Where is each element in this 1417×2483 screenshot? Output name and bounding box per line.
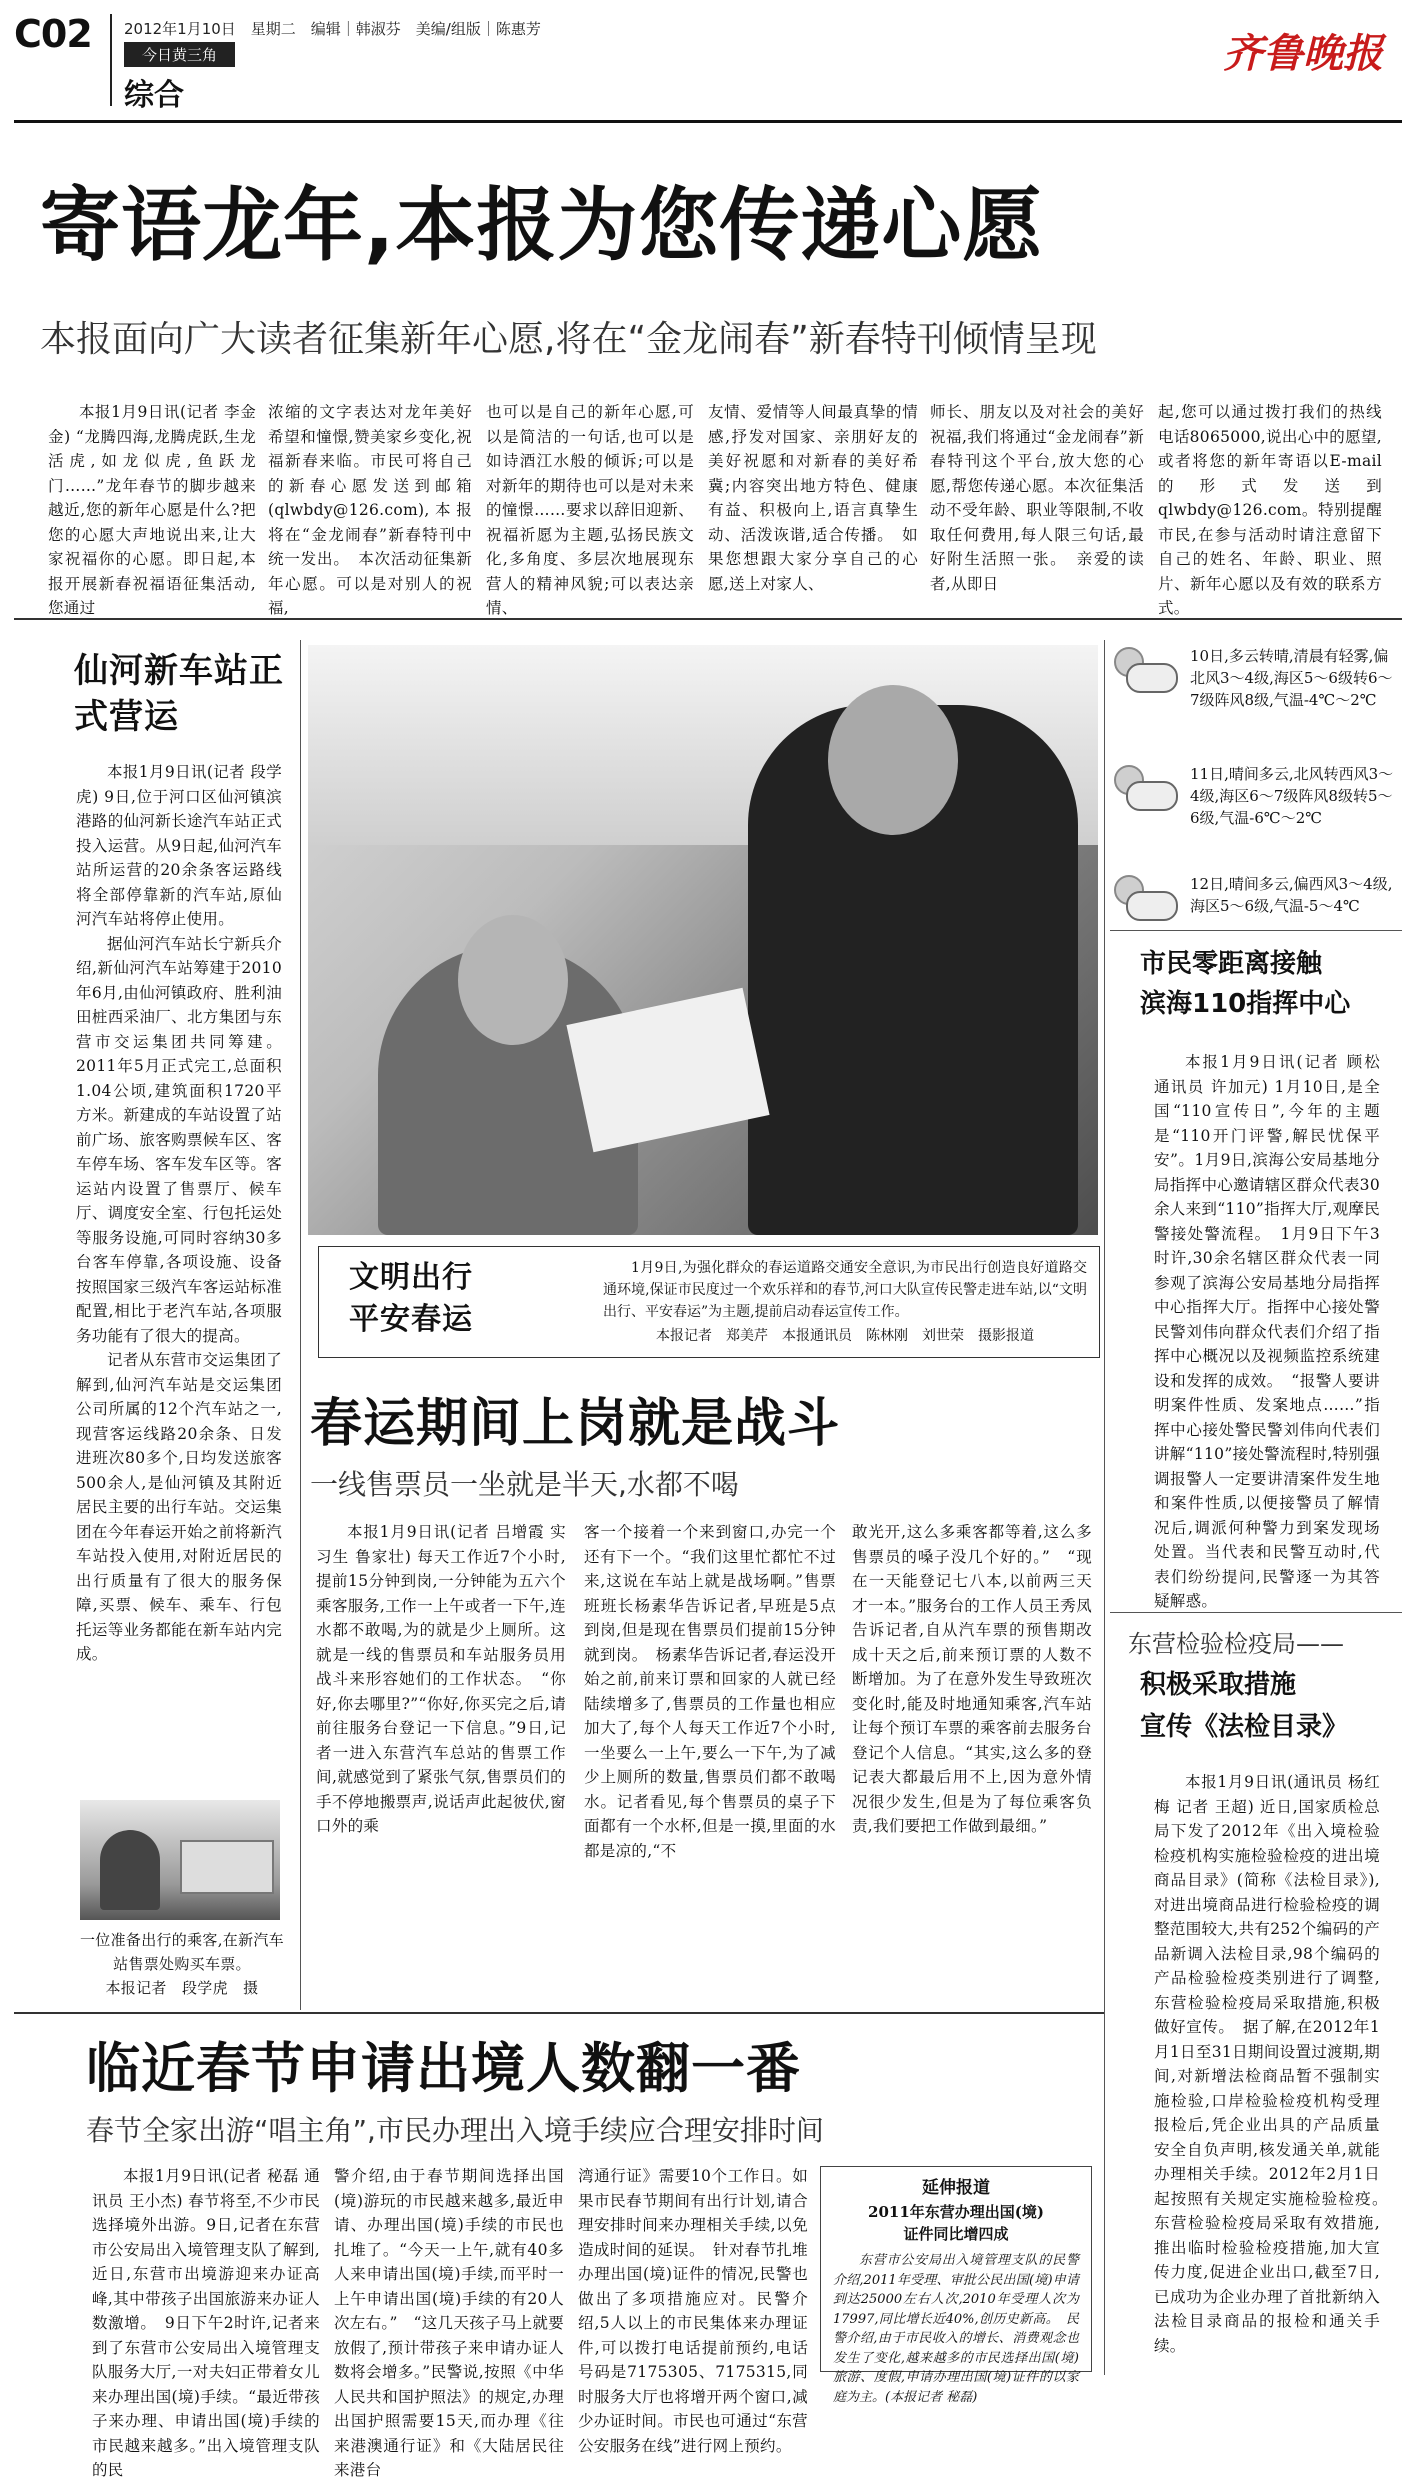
sidebar-title: 延伸报道: [922, 2178, 990, 2198]
top-story-col-5: 师长、朋友以及对社会的美好祝福,我们将通过“金龙闹春”新春特刊这个平台,放大您的心愿,帮您传递心愿。本次征集活动不受年龄、职业等限制,不收取任何费用,每人限三句话,最好附生活照一张。 亲爱的读者,从即日: [930, 403, 1144, 593]
exit-sidebar: [820, 2166, 1092, 2405]
photo-caption: 1月9日,为强化群众的春运道路交通安全意识,为市民出行创造良好道路交通环境,保证市民度过一个欢乐祥和的春节,河口大队宣传民警走进车站,以“文明出行、平安春运”为主题,提前启动春运宣传工作。: [603, 1260, 1087, 1320]
photo-caption-box: [318, 1246, 1100, 1358]
date-line: 2012年1月10日 星期二 编辑｜韩淑芬 美编/组版｜陈惠芳: [124, 20, 541, 38]
top-story-col-6: 起,您可以通过拨打我们的热线电话8065000,说出心中的愿望,或者将您的新年寄语以E-mail的形式发送到qlwbdy@126.com。特别提醒市民,在参与活动时请注意留下自己的姓名、年龄、职业、照片、新年心愿以及有效的联系方式。: [1158, 403, 1382, 617]
header-divider: [110, 14, 112, 106]
section-name: 综合: [124, 78, 184, 113]
sidebar-head-1: 2011年东营办理出国(境): [868, 2203, 1044, 2221]
inspection-headline-2: 积极采取措施: [1140, 1670, 1297, 1700]
partly-cloudy-icon: [1110, 645, 1180, 697]
ticket-subhead: 一线售票员一坐就是半天,水都不喝: [310, 1468, 739, 1501]
weather-day-3: [1110, 873, 1400, 953]
partly-cloudy-icon: [1110, 763, 1180, 815]
photo-title-line1: 文明出行: [349, 1260, 473, 1295]
passenger-head: [458, 915, 568, 1045]
weather-box: [1110, 645, 1400, 953]
police-rule: [1110, 1612, 1402, 1613]
exit-story-rule: [14, 2012, 1104, 2014]
ticket-col-3: 敢光开,这么多乘客都等着,这么多售票员的嗓子没几个好的。” “现在一天能登记七八本,以前两三天才一本。”服务台的工作人员王秀凤告诉记者,自从汽车票的预售期改成十天之后,前来预订票的人数不断增加。为了在意外发生导致班次变化时,能及时地通知乘客,汽车站让每个预订车票的乘客前去服务台登记个人信息。“其实,这么多的登记表大都最后用不上,因为意外情况很少发生,但是为了每位乘客负责,我们要把工作做到最细。”: [852, 1523, 1092, 1835]
top-story-subhead: 本报面向广大读者征集新年心愿,将在“金龙闹春”新春特刊倾情呈现: [40, 319, 1097, 360]
partly-cloudy-icon: [1110, 873, 1180, 925]
top-story-col-4: 友情、爱情等人间最真挚的情感,抒发对国家、亲朋好友的美好祝愿和对新春的美好希冀;内容突出地方特色、健康有益、积极向上,语言真挚生动、活泼诙谐,适合传播。 如果您想跟大家分享自己的心愿,送上对家人、: [708, 403, 918, 593]
xianhe-photo-caption: 一位准备出行的乘客,在新汽车站售票处购买车票。 本报记者 段学虎 摄: [80, 1931, 284, 1997]
exit-subhead: 春节全家出游“唱主角”,市民办理出入境手续应合理安排时间: [86, 2114, 824, 2147]
header-rule: [14, 120, 1402, 123]
top-story-rule: [14, 618, 1402, 620]
ticket-counter: [180, 1840, 274, 1894]
weather-text-1: 10日,多云转晴,清晨有轻雾,偏北风3～4级,海区5～6级转6～7级阵风8级,气温-4℃～2℃: [1190, 647, 1393, 709]
top-story-headline: 寄语龙年,本报为您传递心愿: [40, 179, 1044, 272]
exit-headline: 临近春节申请出境人数翻一番: [86, 2037, 801, 2100]
exit-col-1: 本报1月9日讯(记者 秘磊 通讯员 王小杰) 春节将至,不少市民选择境外出游。9日,记者在东营市公安局出入境管理支队了解到,近日,东营市出境游迎来办证高峰,其中带孩子出国旅游来办证人数激增。 9日下午2时许,记者来到了东营市公安局出入境管理支队服务大厅,一对夫妇正带着女儿来办理出国(境)手续。“最近带孩子来办理、申请出国(境)手续的市民越来越多。”出入境管理支队的民: [92, 2167, 320, 2479]
xianhe-headline: 仙河新车站正式营运: [74, 651, 284, 737]
top-story-col-1: 本报1月9日讯(记者 李金金) “龙腾四海,龙腾虎跃,生龙活虎,如龙似虎,鱼跃龙门……”龙年春节的脚步越来越近,您的新年心愿是什么?把您的心愿大声地说出来,让大家祝福你的心愿。即日起,本报开展新春祝福语征集活动,您通过: [48, 403, 256, 617]
police-photo: [308, 645, 1098, 1235]
photo-title-line2: 平安春运: [349, 1302, 473, 1337]
sidebar-body: 东营市公安局出入境管理支队的民警介绍,2011年受理、审批公民出国(境)申请到达25000左右人次,2010年受理人次为17997,同比增长近40%,创历史新高。 民警介绍,由于市民收入的增长、消费观念也发生了变化,越来越多的市民选择出国(境)旅游、度假,申请办理出国(境)证件的以家庭为主。(本报记者 秘磊): [833, 2253, 1079, 2405]
ticket-col-1: 本报1月9日讯(记者 吕增霞 实习生 鲁家壮) 每天工作近7个小时,提前15分钟到岗,一分钟能为五六个乘客服务,工作一上午或者一下午,连水都不敢喝,为的就是少上厕所。这就是一线的售票员和车站服务员用战斗来形容她们的工作状态。 “你好,你去哪里?”“你好,你买完之后,请前往服务台登记一下信息。”9日,记者一进入东营汽车总站的售票工作间,就感觉到了紧张气氛,售票员们的手不停地搬票声,说话声此起彼伏,窗口外的乘: [316, 1523, 566, 1835]
photo-credit: 本报记者 郑美芹 本报通讯员 陈林刚 刘世荣 摄影报道: [656, 1328, 1034, 1344]
right-col-divider: [1104, 640, 1105, 2375]
weather-day-2: [1110, 763, 1400, 873]
exit-col-3: 湾通行证》需要10个工作日。如果市民春节期间有出行计划,请合理安排时间来办理相关手续,以免造成时间的延误。 针对春节扎堆办理出国(境)证件的情况,民警也做出了多项措施应对。民警介绍,5人以上的市民集体来办理证件,可以拨打电话提前预约,电话号码是7175305、7175315,同时服务大厅也将增开两个窗口,减少办证时间。市民也可通过“东营公安服务在线”进行网上预约。: [578, 2167, 808, 2455]
police-headline-1: 市民零距离接触: [1140, 949, 1323, 979]
inspection-headline-1: 东营检验检疫局——: [1128, 1630, 1344, 1658]
section-tag: 今日黄三角: [124, 42, 235, 67]
xianhe-body: 本报1月9日讯(记者 段学虎) 9日,位于河口区仙河镇滨港路的仙河新长途汽车站正式投入运营。从9日起,仙河汽车站所运营的20余条客运路线将全部停靠新的汽车站,原仙河汽车站将停止使用。 据仙河汽车站长宁新兵介绍,新仙河汽车站筹建于2010年6月,由仙河镇政府、胜利油田桩西采油厂、北方集团与东营市交运集团共同筹建。2011年5月正式完工,总面积1.04公顷,建筑面积1720平方米。新建成的车站设置了站前广场、旅客购票候车区、客车停车场、客车发车区等。客运站内设置了售票厅、候车厅、调度安全室、行包托运处等服务设施,可同时容纳30多台客车停靠,各项设施、设备按照国家三级汽车客运站标准配置,相比于老汽车站,各项服务功能有了很大的提高。 记者从东营市交运集团了解到,仙河汽车站是交运集团公司所属的12个汽车站之一,现营客运线路20余条、日发进班次80多个,日均发送旅客500余人,是仙河镇及其附近居民主要的出行车站。交运集团在今年春运开始之前将新汽车站投入使用,对附近居民的出行质量有了很大的服务保障,买票、候车、乘车、行包托运等业务都能在新车站内完成。: [76, 763, 282, 1663]
left-col-divider: [300, 640, 301, 2010]
top-story-col-3: 也可以是自己的新年心愿,可以是简洁的一句话,也可以是如诗酒江水般的倾诉;可以是对新年的期待也可以是对未来的憧憬……要求以辞旧迎新、祝福祈愿为主题,弘扬民族文化,多角度、多层次地展现东营人的精神风貌;可以表达亲情、: [486, 403, 694, 617]
inspection-headline-3: 宣传《法检目录》: [1140, 1712, 1349, 1742]
weather-text-2: 11日,晴间多云,北风转西风3～4级,海区6～7级阵风8级转5～6级,气温-6℃～2℃: [1190, 765, 1394, 827]
weather-rule: [1110, 930, 1402, 931]
paper-logo: 齐鲁晚报: [1223, 30, 1383, 77]
weather-text-3: 12日,晴间多云,偏西风3～4级,海区5～6级,气温-5～4℃: [1190, 875, 1393, 915]
page-number: C02: [14, 12, 92, 56]
sidebar-head-2: 证件同比增四成: [903, 2225, 1009, 2243]
ticket-col-2: 客一个接着一个来到窗口,办完一个还有下一个。“我们这里忙都忙不过来,这说在车站上就是战场啊。”售票班班长杨素华告诉记者,早班是5点到岗,但是现在售票员们提前15分钟就到岗。 杨素华告诉记者,春运没开始之前,前来订票和回家的人就已经陆续增多了,售票员的工作量也相应加大了,每个人每天工作近7个小时,一坐要么一上午,要么一下午,为了减少上厕所的数量,售票员们都不敢喝水。记者看见,每个售票员的桌子下面都有一个水杯,但是一摸,里面的水都是凉的,“不: [584, 1523, 836, 1860]
ticket-headline: 春运期间上岗就是战斗: [310, 1394, 841, 1454]
officer-head: [828, 685, 958, 835]
xianhe-photo: [80, 1800, 280, 1920]
customer-figure: [100, 1830, 160, 1910]
exit-col-2: 警介绍,由于春节期间选择出国(境)游玩的市民越来越多,最近申请、办理出国(境)手续的市民也扎堆了。“今天一上午,就有40多人来申请出国(境)手续,而平时一上午申请出国(境)手续的有20人次左右。” “这几天孩子马上就要放假了,预计带孩子来申请办证人数将会增多。”民警说,按照《中华人民共和国护照法》的规定,办理出国护照需要15天,而办理《往来港澳通行证》和《大陆居民往来港台: [334, 2167, 564, 2479]
weather-day-1: [1110, 645, 1400, 763]
police-headline-2: 滨海110指挥中心: [1140, 989, 1351, 1019]
top-story-col-2: 浓缩的文字表达对龙年美好希望和憧憬,赞美家乡变化,祝福新春来临。市民可将自己的新春心愿发送到邮箱(qlwbdy@126.com),本报将在“金龙闹春”新春特刊中统一发出。 本次活动征集新年心愿。可以是对别人的祝福,: [268, 403, 472, 617]
police-body: 本报1月9日讯(记者 顾松 通讯员 许加元) 1月10日,是全国“110宣传日”,今年的主题是“110开门评警,解民忧保平安”。1月9日,滨海公安局基地分局指挥中心邀请辖区群众代表30余人来到“110”指挥大厅,观摩民警接处警流程。 1月9日下午3时许,30余名辖区群众代表一同参观了滨海公安局基地分局指挥中心指挥大厅。指挥中心接处警民警刘伟向群众代表们介绍了指挥中心概况以及视频监控系统建设和发挥的成效。 “报警人要讲明案件性质、发案地点……”指挥中心接处警民警刘伟向代表们讲解“110”接处警流程时,特别强调报警人一定要讲清案件发生地和案件性质,以便接警员了解情况后,调派何种警力到案发现场处置。当代表和民警互动时,代表们纷纷提问,民警逐一为其答疑解惑。: [1154, 1053, 1380, 1610]
inspection-body: 本报1月9日讯(通讯员 杨红梅 记者 王超) 近日,国家质检总局下发了2012年《出入境检验检疫机构实施检验检疫的进出境商品目录》(简称《法检目录》),对进出境商品进行检验检疫的调整范围较大,共有252个编码的产品新调入法检目录,98个编码的产品检验检疫类别进行了调整,东营检验检疫局采取措施,积极做好宣传。 据了解,在2012年1月1日至31日期间设置过渡期,期间,对新增法检商品暂不强制实施检验,口岸检验检疫机构受理报检后,凭企业出具的产品质量安全自负声明,核发通关单,就能办理相关手续。2012年2月1日起按照有关规定实施检验检疫。 东营检验检疫局采取有效措施,推出临时检验检疫措施,加大宣传力度,促进企业出口,截至7日,已成功为企业办理了首批新纳入法检目录商品的报检和通关手续。: [1154, 1773, 1396, 2355]
